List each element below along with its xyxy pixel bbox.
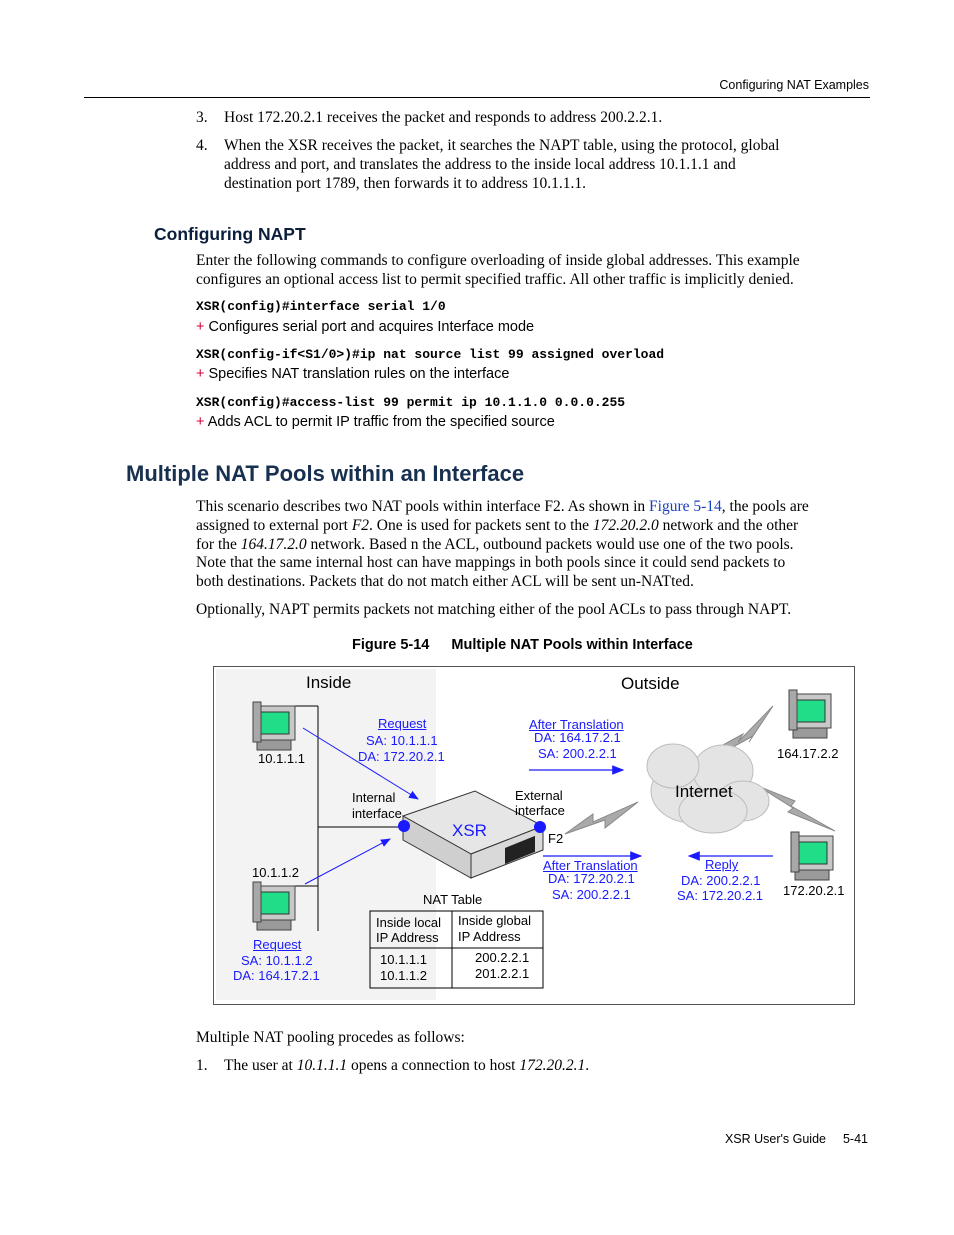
pools-para-line-3 — [196, 535, 794, 554]
reply-sa: SA: 172.20.2.1 — [677, 888, 764, 903]
lightning-link — [758, 786, 835, 831]
step-4-line-3: destination port 1789, then forwards it to address 10.1.1.1. — [224, 175, 587, 192]
external-interface-label-1: External — [515, 788, 563, 803]
nat-inside-global-2: 201.2.2.1 — [475, 966, 530, 981]
pools-para-line-1 — [196, 497, 809, 516]
request-1-title: Request — [378, 716, 427, 731]
step-4-line-1: When the XSR receives the packet, it searches the NAPT table, using the protocol, global — [224, 137, 780, 154]
pools-para-line-2 — [196, 516, 798, 535]
after-translation-1-da: DA: 164.17.2.1 — [534, 730, 621, 745]
nat-inside-local-2: 10.1.1.2 — [380, 968, 427, 983]
request-1-sa: SA: 10.1.1.1 — [366, 733, 438, 748]
text-span: for the — [196, 536, 241, 553]
nat-col2-header-1: Inside global — [458, 913, 531, 928]
host-1-ip: 10.1.1.1 — [258, 751, 305, 766]
figure-title: Multiple NAT Pools within Interface — [451, 637, 693, 653]
text-span: , the pools are — [721, 498, 809, 515]
external-interface-label-2: interface — [515, 803, 565, 818]
command-2: XSR(config-if<S1/0>)#ip nat source list 99 assigned overload — [196, 347, 665, 362]
figure-caption — [352, 637, 693, 653]
request-2-title: Request — [253, 937, 302, 952]
computer-host-4 — [791, 832, 833, 880]
text-italic: 172.20.2.0 — [592, 517, 659, 534]
command-2-desc-row — [196, 366, 509, 382]
port-f2-label: F2 — [548, 831, 564, 846]
reply-title: Reply — [705, 857, 739, 872]
host-4-ip: 172.20.2.1 — [783, 883, 845, 898]
command-3-desc-row — [196, 414, 555, 430]
command-3-description: Adds ACL to permit IP traffic from the specified source — [207, 414, 555, 430]
text-italic: 10.1.1.1 — [296, 1057, 348, 1074]
multiple-nat-pools-heading: Multiple NAT Pools within an Interface — [126, 461, 525, 486]
plus-marker: + — [196, 366, 205, 382]
step-3-text: Host 172.20.2.1 receives the packet and responds to address 200.2.2.1. — [224, 109, 663, 126]
step-1-text — [224, 1056, 589, 1075]
text-span: . — [585, 1057, 590, 1074]
lightning-link — [565, 802, 638, 834]
pooling-intro: Multiple NAT pooling procedes as follows: — [196, 1029, 465, 1046]
command-1-description: Configures serial port and acquires Interface mode — [208, 319, 535, 335]
footer-page-number: 5-41 — [842, 1132, 868, 1146]
internal-interface-label-1: Internal — [352, 790, 396, 805]
after-translation-2-sa: SA: 200.2.2.1 — [552, 887, 631, 902]
text-span: opens a connection to host — [347, 1057, 520, 1074]
nat-inside-global-1: 200.2.2.1 — [475, 950, 530, 965]
reply-da: DA: 200.2.2.1 — [681, 873, 761, 888]
nat-col1-header-1: Inside local — [376, 915, 442, 930]
after-translation-1-sa: SA: 200.2.2.1 — [538, 746, 617, 761]
text-italic: 172.20.2.1 — [519, 1057, 586, 1074]
nat-col2-header-2: IP Address — [458, 929, 521, 944]
inside-label: Inside — [306, 673, 352, 692]
nat-table-title: NAT Table — [423, 892, 483, 907]
command-3: XSR(config)#access-list 99 permit ip 10.1.1.0 0.0.0.255 — [196, 395, 626, 410]
xsr-label: XSR — [452, 821, 487, 840]
text-italic: 164.17.2.0 — [240, 536, 307, 553]
request-1-da: DA: 172.20.2.1 — [358, 749, 445, 764]
nat-col1-header-2: IP Address — [376, 930, 439, 945]
figure-5-14-link[interactable]: Figure 5-14 — [649, 498, 722, 515]
external-interface-dot — [534, 821, 546, 833]
host-3-ip: 164.17.2.2 — [777, 746, 839, 761]
computer-host-3 — [789, 690, 831, 738]
host-2-ip: 10.1.1.2 — [252, 865, 299, 880]
page-footer — [725, 1132, 868, 1146]
pools-para-line-5: both destinations. Packets that do not match either ACL will be sent un-NATted. — [196, 573, 694, 590]
internal-interface-dot — [398, 820, 410, 832]
after-translation-1-title: After Translation — [529, 717, 624, 732]
text-span: The user at — [224, 1057, 297, 1074]
running-header: Configuring NAT Examples — [719, 78, 869, 92]
internal-interface-label-2: interface — [352, 806, 402, 821]
command-1-desc-row — [196, 319, 534, 335]
computer-host-2 — [253, 882, 295, 930]
text-italic: F2 — [351, 517, 370, 534]
step-4-number: 4. — [196, 137, 208, 154]
text-span: network and the other — [658, 517, 799, 534]
outside-label: Outside — [621, 674, 680, 693]
header-rule — [84, 97, 870, 98]
napt-intro-line-1: Enter the following commands to configure overloading of inside global addresses. This example — [196, 252, 800, 269]
nat-inside-local-1: 10.1.1.1 — [380, 952, 427, 967]
request-2-da: DA: 164.17.2.1 — [233, 968, 320, 983]
step-1-number: 1. — [196, 1057, 208, 1074]
text-span: assigned to external port — [196, 517, 352, 534]
napt-intro-line-2: configures an optional access list to permit specified traffic. All other traffic is implicitly denied. — [196, 271, 794, 288]
text-span: This scenario describes two NAT pools within interface F2. As shown in — [196, 498, 650, 515]
text-span: . One is used for packets sent to the — [369, 517, 593, 534]
step-4-line-2: address and port, and translates the address to the inside local address 10.1.1.1 and — [224, 156, 736, 173]
command-2-description: Specifies NAT translation rules on the interface — [208, 366, 510, 382]
configuring-napt-heading: Configuring NAPT — [154, 224, 306, 244]
after-translation-2-title: After Translation — [543, 858, 638, 873]
plus-marker: + — [196, 319, 205, 335]
step-3-number: 3. — [196, 109, 208, 126]
command-1: XSR(config)#interface serial 1/0 — [196, 299, 446, 314]
pools-para-2: Optionally, NAPT permits packets not matching either of the pool ACLs to pass through NAPT. — [196, 601, 792, 618]
internet-label: Internet — [675, 782, 733, 801]
pools-para-line-4: Note that the same internal host can have mappings in both pools since it could send packets to — [196, 554, 786, 571]
plus-marker: + — [196, 414, 205, 430]
figure-number: Figure 5-14 — [352, 637, 430, 653]
after-translation-2-da: DA: 172.20.2.1 — [548, 871, 635, 886]
request-2-sa: SA: 10.1.1.2 — [241, 953, 313, 968]
text-span: network. Based n the ACL, outbound packets would use one of the two pools. — [306, 536, 794, 553]
computer-host-1 — [253, 702, 295, 750]
footer-guide-title: XSR User's Guide — [724, 1132, 826, 1146]
